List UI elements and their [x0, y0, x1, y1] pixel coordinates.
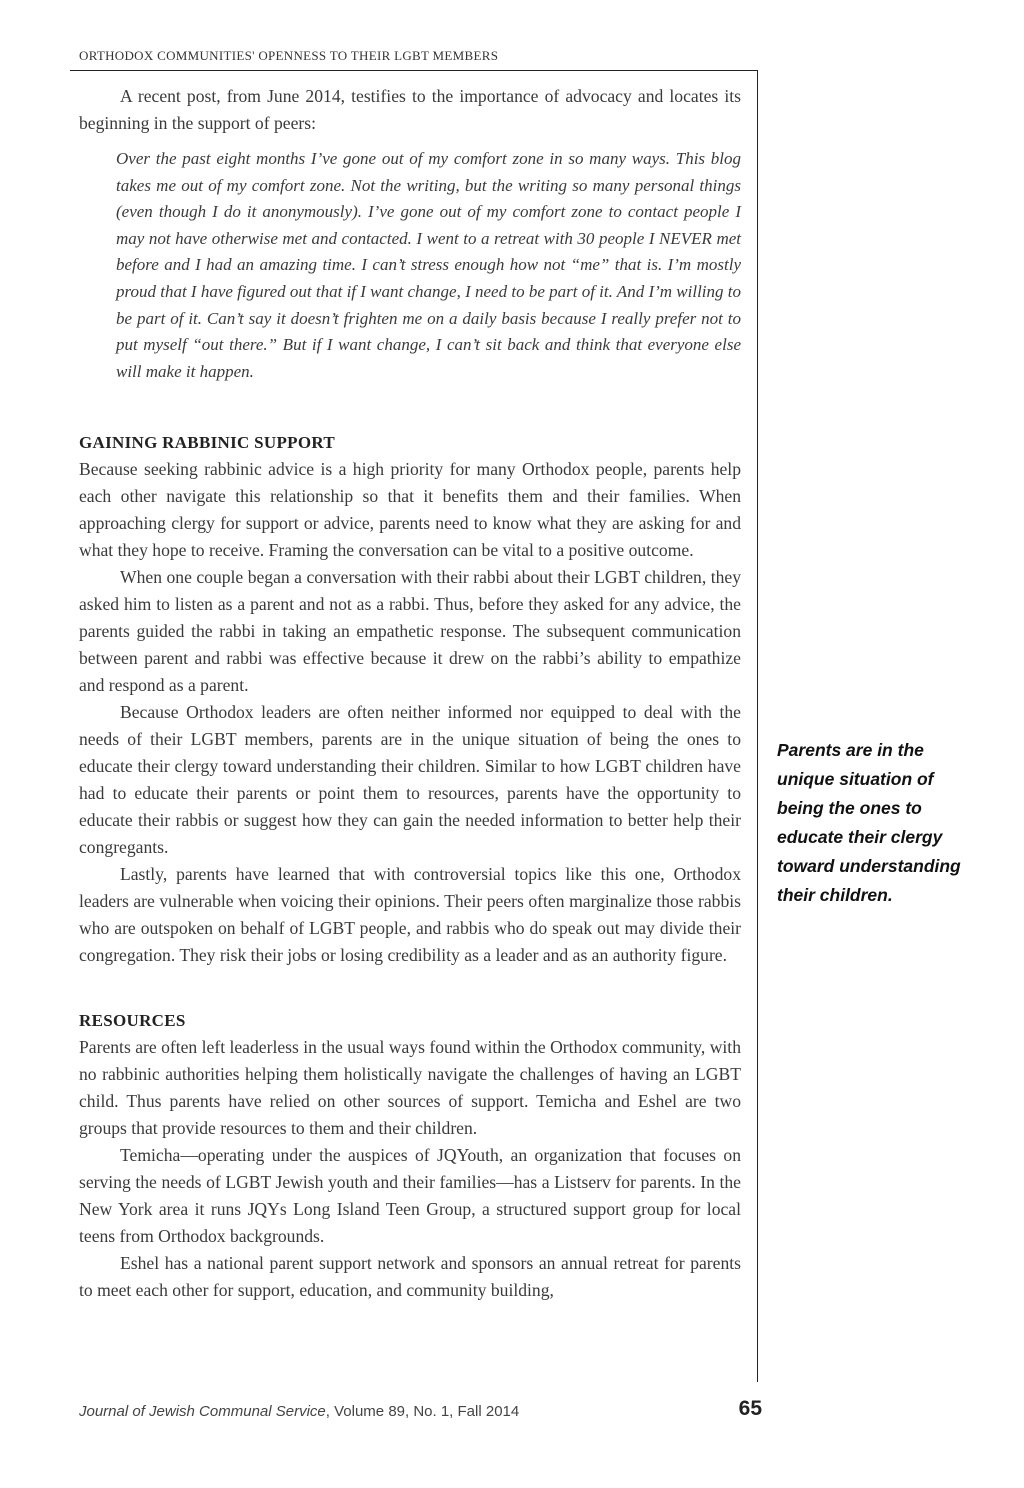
section-heading-resources: RESOURCES: [79, 1011, 186, 1031]
paragraph: Parents are often left leaderless in the usual ways found within the Orthodox community, with no rabbinic authorities helping them holistically navigate the challenges of having an LGBT child. Thus parents have relied on other sources of support. Temicha and Eshel are two groups that provide resources to them and their children.: [79, 1037, 741, 1139]
page-number: 65: [738, 1397, 762, 1420]
main-text-column: [79, 83, 741, 1304]
paragraph: Because seeking rabbinic advice is a high priority for many Orthodox people, parents help each other navigate this relationship so that it benefits them and their families. When approaching clergy for support or advice, parents need to know what they are asking for and what they hope to receive. Framing the conversation can be vital to a positive outcome.: [79, 459, 741, 561]
paragraph: When one couple began a conversation with their rabbi about their LGBT children, they asked him to listen as a parent and not as a rabbi. Thus, before they asked for any advice, the parents guided the rabbi in taking an empathetic response. The subsequent communication between parent and rabbi was effective because it drew on the rabbi’s ability to empathize and respond as a parent.: [79, 567, 741, 696]
column-divider: [757, 70, 758, 1382]
paragraph: Lastly, parents have learned that with controversial topics like this one, Orthodox leaders are vulnerable when voicing their opinions. Their peers often marginalize those rabbis who are outspoken on behalf of LGBT people, and rabbis who do speak out may divide their congregation. They risk their jobs or losing credibility as a leader and as an authority figure.: [79, 864, 741, 966]
running-head: ORTHODOX COMMUNITIES' OPENNESS TO THEIR LGBT MEMBERS: [79, 48, 499, 63]
header-rule: [70, 70, 758, 71]
pull-quote: Parents are in the unique situation of being the ones to educate their clergy toward understanding their children.: [777, 740, 961, 905]
journal-title: Journal of Jewish Communal Service: [79, 1403, 326, 1420]
paragraph: Because Orthodox leaders are often neither informed nor equipped to deal with the needs of their LGBT members, parents are in the unique situation of being the ones to educate their clergy toward understanding their children. Similar to how LGBT children have had to educate their parents or point them to resources, parents have the opportunity to educate their rabbis or suggest how they can gain the needed information to better help their congregants.: [79, 702, 741, 858]
footer-citation: [79, 1403, 519, 1420]
block-quote: Over the past eight months I’ve gone out of my comfort zone in so many ways. This blog takes me out of my comfort zone. Not the writing, but the writing so many personal things (even though I do it anonymously). I’ve gone out of my comfort zone to contact people I may not have otherwise met and contacted. I went to a retreat with 30 people I NEVER met before and I had an amazing time. I can’t stress enough how not “me” that is. I’m mostly proud that I have figured out that if I want change, I need to be part of it. And I’m willing to be part of it. Can’t say it doesn’t frighten me on a daily basis because I really prefer not to put myself “out there.” But if I want change, I can’t sit back and think that everyone else will make it happen.: [116, 149, 741, 381]
intro-paragraph: A recent post, from June 2014, testifies to the importance of advocacy and locates its beginning in the support of peers:: [79, 86, 741, 133]
journal-issue: , Volume 89, No. 1, Fall 2014: [325, 1403, 520, 1420]
paragraph: Eshel has a national parent support network and sponsors an annual retreat for parents to meet each other for support, education, and community building,: [79, 1253, 741, 1301]
section-heading-rabbinic-support: GAINING RABBINIC SUPPORT: [79, 433, 335, 453]
paragraph: Temicha—operating under the auspices of JQYouth, an organization that focuses on serving the needs of LGBT Jewish youth and their families—has a Listserv for parents. In the New York area it runs JQYs Long Island Teen Group, a structured support group for local teens from Orthodox backgrounds.: [79, 1145, 741, 1247]
